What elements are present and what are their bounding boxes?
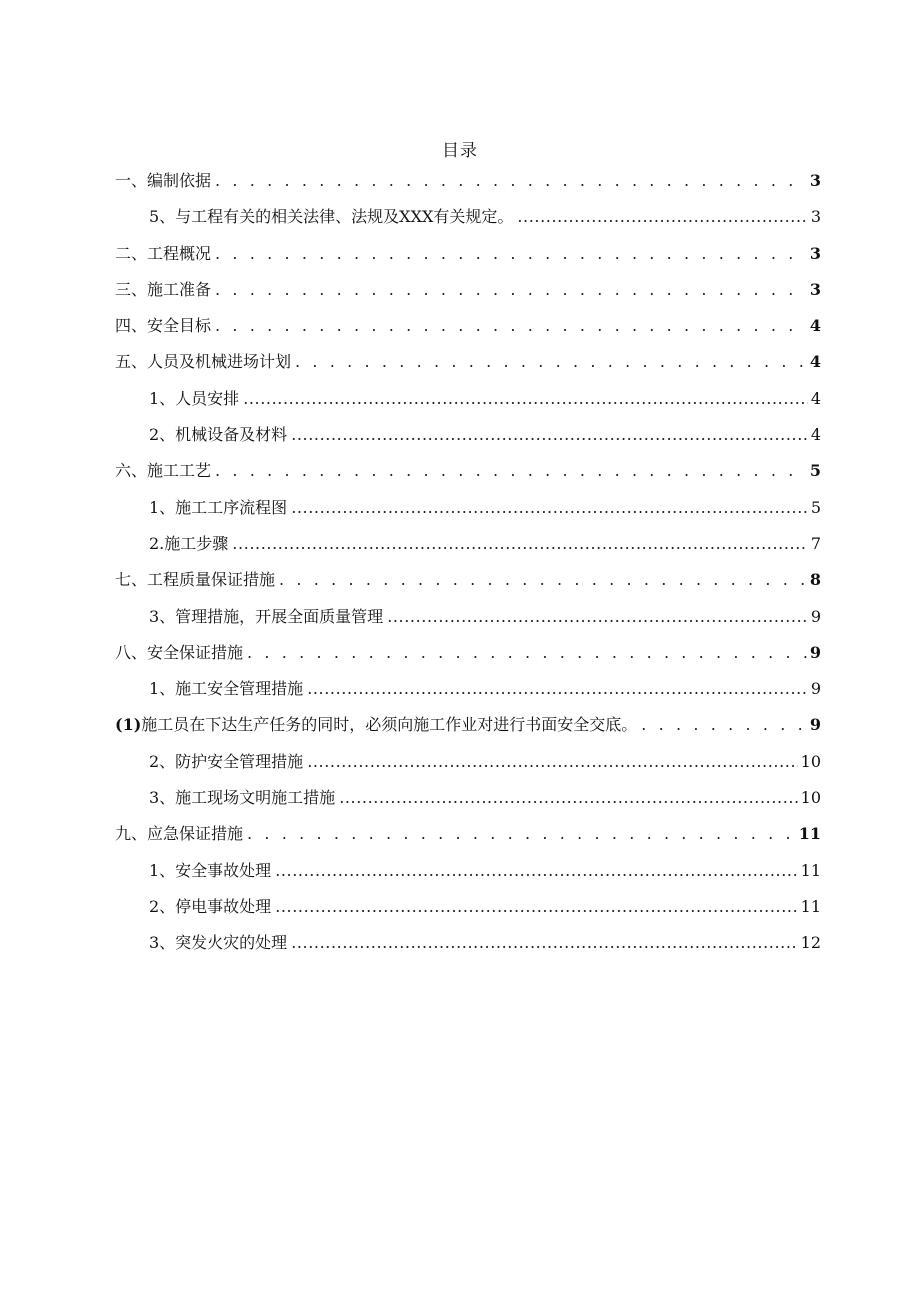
toc-entry[interactable]: [115, 712, 821, 748]
dot-leader: [387, 607, 808, 626]
toc-entry-page: 8: [809, 570, 821, 590]
toc-entry-page: 11: [800, 860, 821, 880]
toc-entry-page: 10: [800, 788, 821, 808]
toc-entry-page: 11: [798, 824, 821, 844]
table-of-contents: [115, 168, 821, 967]
toc-entry-label: 四、安全目标: [115, 316, 212, 336]
toc-entry-page: 3: [809, 279, 821, 299]
toc-entry-page: 9: [809, 642, 821, 662]
toc-entry-label: 六、施工工艺: [115, 461, 212, 481]
toc-entry-page: 5: [809, 461, 821, 481]
toc-entry-text: 施工员在下达生产任务的同时，必须向施工作业对进行书面安全交底。: [141, 715, 638, 735]
toc-entry-label: 1、人员安排: [149, 388, 240, 408]
toc-entry[interactable]: [115, 313, 821, 349]
toc-entry-prefix: (1): [115, 715, 142, 735]
toc-entry-label: 五、人员及机械进场计划: [115, 352, 292, 372]
toc-entry-label: [115, 712, 637, 735]
toc-entry[interactable]: [115, 531, 821, 567]
dot-leader: [215, 461, 807, 480]
toc-entry-label: 1、施工工序流程图: [149, 497, 288, 517]
toc-entry-page: 7: [810, 533, 821, 553]
toc-entry-label: 1、安全事故处理: [149, 860, 272, 880]
dot-leader: [247, 643, 807, 662]
toc-entry[interactable]: [115, 204, 821, 240]
dot-leader: [291, 498, 808, 517]
toc-entry[interactable]: [115, 821, 821, 857]
toc-entry-label: 2、防护安全管理措施: [149, 751, 304, 771]
toc-entry-page: 4: [810, 425, 821, 445]
dot-leader: [517, 207, 807, 226]
toc-entry-label: 九、应急保证措施: [115, 824, 244, 844]
toc-entry[interactable]: [115, 894, 821, 930]
toc-entry[interactable]: [115, 640, 821, 676]
toc-entry-page: 9: [809, 715, 821, 735]
toc-entry[interactable]: [115, 422, 821, 458]
toc-entry-page: 10: [800, 751, 821, 771]
toc-entry[interactable]: [115, 277, 821, 313]
dot-leader: [307, 752, 797, 771]
toc-title: 目录: [442, 141, 478, 161]
toc-entry-label: 二、工程概况: [115, 243, 212, 263]
toc-entry-label: 3、突发火灾的处理: [149, 933, 288, 953]
dot-leader: [641, 715, 807, 734]
toc-entry-label: 一、编制依据: [115, 171, 212, 190]
toc-entry-page: 9: [810, 679, 821, 699]
toc-entry-page: 4: [809, 316, 821, 336]
toc-entry-label: 1、施工安全管理措施: [149, 679, 304, 699]
toc-entry[interactable]: [115, 604, 821, 640]
toc-entry-label: 2、停电事故处理: [149, 896, 272, 916]
toc-entry[interactable]: [115, 241, 821, 277]
toc-entry[interactable]: [115, 930, 821, 966]
toc-entry-page: 5: [810, 497, 821, 517]
dot-leader: [291, 425, 808, 444]
toc-entry-label: 5、与工程有关的相关法律、法规及XXX有关规定。: [149, 207, 514, 227]
dot-leader: [215, 316, 807, 335]
toc-entry-page: 11: [800, 896, 821, 916]
dot-leader: [295, 352, 807, 371]
toc-entry-label: 八、安全保证措施: [115, 642, 244, 662]
toc-entry[interactable]: [115, 676, 821, 712]
toc-entry-label: 七、工程质量保证措施: [115, 570, 276, 590]
dot-leader: [232, 534, 808, 553]
toc-entry[interactable]: [115, 785, 821, 821]
toc-entry[interactable]: [115, 495, 821, 531]
dot-leader: [291, 933, 797, 952]
toc-entry[interactable]: [115, 386, 821, 422]
toc-entry-label: 3、管理措施，开展全面质量管理: [149, 606, 384, 626]
toc-entry[interactable]: [115, 168, 821, 204]
toc-entry-page: 4: [809, 352, 821, 372]
toc-entry[interactable]: [115, 567, 821, 603]
dot-leader: [339, 788, 797, 807]
toc-entry[interactable]: [115, 458, 821, 494]
dot-leader: [215, 244, 807, 263]
dot-leader: [243, 389, 808, 408]
toc-entry-label: 三、施工准备: [115, 279, 212, 299]
toc-entry-page: 3: [809, 243, 821, 263]
dot-leader: [275, 861, 797, 880]
dot-leader: [215, 171, 807, 190]
dot-leader: [307, 679, 808, 698]
toc-entry[interactable]: [115, 858, 821, 894]
toc-entry-page: 9: [810, 606, 821, 626]
toc-entry-page: 3: [809, 171, 821, 190]
toc-entry-page: 3: [810, 207, 821, 227]
toc-entry[interactable]: [115, 749, 821, 785]
dot-leader: [247, 824, 796, 843]
toc-entry-label: 2.施工步骤: [149, 533, 229, 553]
dot-leader: [275, 897, 797, 916]
toc-entry[interactable]: [115, 349, 821, 385]
toc-entry-label: 2、机械设备及材料: [149, 425, 288, 445]
dot-leader: [215, 280, 807, 299]
dot-leader: [279, 570, 807, 589]
toc-entry-page: 12: [800, 933, 821, 953]
toc-entry-page: 4: [810, 388, 821, 408]
toc-entry-label: 3、施工现场文明施工措施: [149, 788, 336, 808]
